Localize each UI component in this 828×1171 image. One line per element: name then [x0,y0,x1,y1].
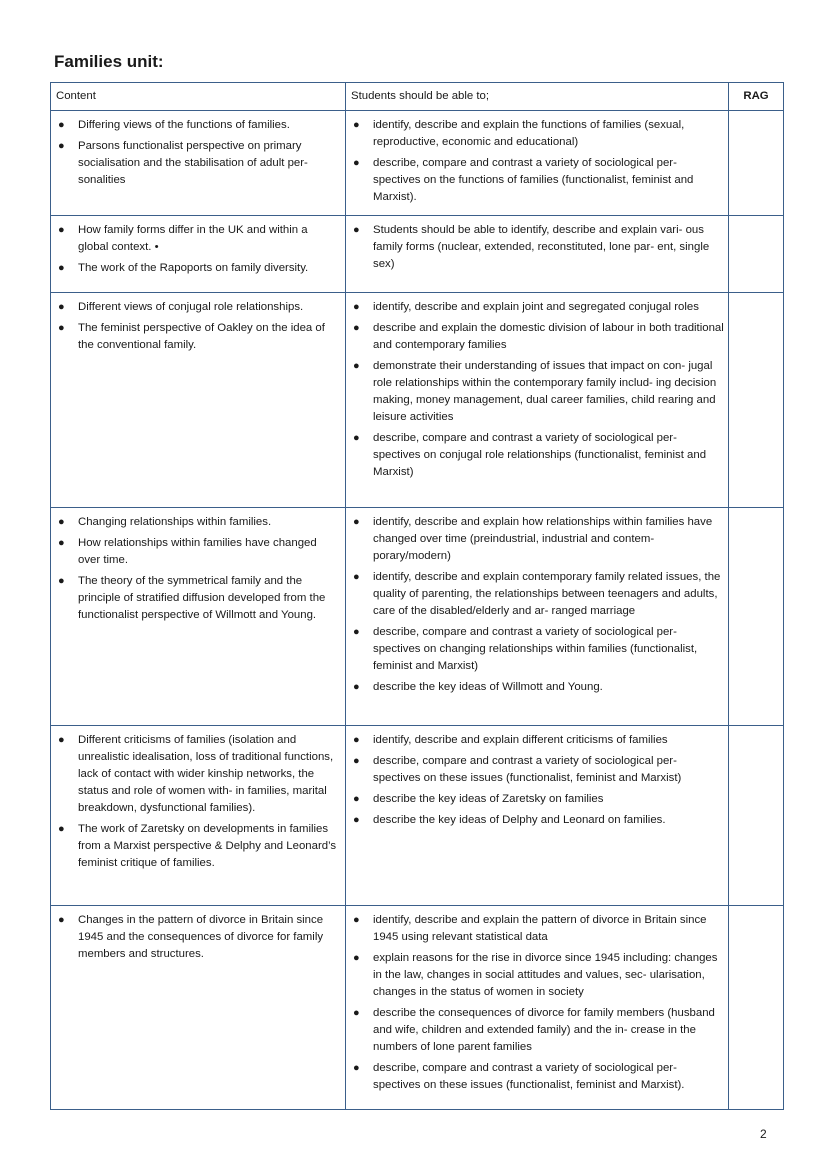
content-cell [51,906,346,1110]
bullet-icon: ● [353,1062,360,1074]
bullet-icon: ● [353,734,360,746]
students-cell [346,216,729,293]
students-bullet-list [350,117,724,206]
list-item-text: describe the consequences of divorce for family members (husband and wife, children and extended family) and the in- crease in the numbers of lone parent families [373,1007,715,1053]
list-item-text: Differing views of the functions of families. [78,119,290,131]
rag-cell[interactable] [729,508,784,726]
content-bullet-list [55,117,341,189]
content-cell [51,293,346,508]
bullet-icon: ● [353,626,360,638]
rag-cell[interactable] [729,216,784,293]
list-item-text: How family forms differ in the UK and within a global context. • [78,224,308,253]
list-item-text: Different criticisms of families (isolation and unrealistic idealisation, loss of traditional functions, lack of contact with wider kinship networks, the status and role of women with- in families, marital breakdown, dysfunctional families). [78,734,334,814]
list-item-text: describe the key ideas of Willmott and Young. [373,681,603,693]
content-bullet-list [55,732,341,872]
content-bullet-list [55,222,341,277]
content-bullet-list [55,514,341,624]
list-item-text: identify, describe and explain different criticisms of families [373,734,668,746]
list-item-text: Different views of conjugal role relationships. [78,301,304,313]
bullet-icon: ● [353,157,360,169]
list-item [350,679,724,696]
bullet-icon: ● [58,140,65,152]
list-item-text: The work of the Rapoports on family diversity. [78,262,309,274]
table-row [51,906,784,1110]
list-item [350,1005,724,1056]
bullet-icon: ● [353,755,360,767]
list-item-text: describe, compare and contrast a variety of sociological per- spectives on conjugal role relationships (functionalist, feminist and Marxist) [373,432,707,478]
list-item [55,912,341,963]
bullet-icon: ● [58,224,65,236]
bullet-icon: ● [353,322,360,334]
list-item-text: The feminist perspective of Oakley on the idea of the conventional family. [78,322,325,351]
list-item-text: describe the key ideas of Zaretsky on families [373,793,604,805]
content-column-header: Content [51,83,346,111]
list-item-text: Parsons functionalist perspective on primary socialisation and the stabilisation of adult per- sonalities [78,140,308,186]
content-cell [51,216,346,293]
bullet-icon: ● [353,793,360,805]
rag-column-header: RAG [729,83,784,111]
content-cell [51,111,346,216]
bullet-icon: ● [353,432,360,444]
table-row [51,216,784,293]
table-header-row [51,83,784,111]
list-item-text: Students should be able to identify, describe and explain vari- ous family forms (nuclear, extended, reconstituted, lone par- ent, single sex) [373,224,710,270]
bullet-icon: ● [58,119,65,131]
bullet-icon: ● [353,914,360,926]
list-item [350,791,724,808]
rag-cell[interactable] [729,111,784,216]
list-item-text: describe, compare and contrast a variety of sociological per- spectives on these issues (functionalist, feminist and Marxist) [373,755,682,784]
bullet-icon: ● [58,734,65,746]
bullet-icon: ● [58,575,65,587]
list-item [55,732,341,817]
list-item [350,155,724,206]
content-cell [51,508,346,726]
students-cell [346,726,729,906]
list-item-text: identify, describe and explain the pattern of divorce in Britain since 1945 using relevant statistical data [373,914,707,943]
list-item-text: identify, describe and explain joint and segregated conjugal roles [373,301,699,313]
list-item [350,624,724,675]
list-item [55,138,341,189]
list-item-text: identify, describe and explain the functions of families (sexual, reproductive, economic and educational) [373,119,685,148]
list-item [55,821,341,872]
list-item-text: identify, describe and explain how relationships within families have changed over time (preindustrial, industrial and contem- porary/modern) [373,516,713,562]
list-item-text: describe, compare and contrast a variety of sociological per- spectives on changing relationships within families (functionalist, feminist and Marxist) [373,626,698,672]
list-item-text: Changing relationships within families. [78,516,272,528]
bullet-icon: ● [58,322,65,334]
list-item [350,812,724,829]
families-unit-table [50,82,784,1110]
list-item [55,299,341,316]
list-item-text: demonstrate their understanding of issues that impact on con- jugal role relationships within the contemporary family includ- ing decision making, money management, dual career families, child rearing and leisure activities [373,360,717,423]
content-bullet-list [55,912,341,963]
students-cell [346,293,729,508]
list-item-text: describe and explain the domestic division of labour in both traditional and contemporary families [373,322,724,351]
list-item [350,358,724,426]
students-bullet-list [350,514,724,696]
students-cell [346,111,729,216]
list-item [350,753,724,787]
list-item-text: How relationships within families have changed over time. [78,537,317,566]
bullet-icon: ● [353,224,360,236]
students-bullet-list [350,912,724,1094]
rag-cell[interactable] [729,293,784,508]
students-bullet-list [350,732,724,829]
students-column-header: Students should be able to; [346,83,729,111]
bullet-icon: ● [353,681,360,693]
list-item [350,732,724,749]
list-item [55,320,341,354]
content-bullet-list [55,299,341,354]
list-item [350,1060,724,1094]
bullet-icon: ● [58,537,65,549]
bullet-icon: ● [58,301,65,313]
list-item [55,260,341,277]
students-bullet-list [350,299,724,481]
list-item-text: describe the key ideas of Delphy and Leonard on families. [373,814,666,826]
bullet-icon: ● [353,301,360,313]
list-item [350,222,724,273]
list-item [350,950,724,1001]
list-item-text: The work of Zaretsky on developments in families from a Marxist perspective & Delphy and Leonard’s feminist critique of families. [78,823,337,869]
list-item-text: describe, compare and contrast a variety of sociological per- spectives on these issues (functionalist, feminist and Marxist). [373,1062,685,1091]
table-row [51,111,784,216]
students-cell [346,906,729,1110]
table-row [51,508,784,726]
students-bullet-list [350,222,724,273]
list-item [350,514,724,565]
list-item [350,430,724,481]
list-item [350,912,724,946]
bullet-icon: ● [353,516,360,528]
list-item [350,569,724,620]
bullet-icon: ● [353,360,360,372]
list-item-text: explain reasons for the rise in divorce since 1945 including: changes in the law, changes in social attitudes and values, sec- ularisation, changes in the status of women in society [373,952,718,998]
bullet-icon: ● [353,814,360,826]
students-cell [346,508,729,726]
bullet-icon: ● [58,262,65,274]
list-item [55,117,341,134]
rag-cell[interactable] [729,726,784,906]
list-item-text: identify, describe and explain contemporary family related issues, the quality of parenting, the relationships between teenagers and adults, care of the disabled/elderly and ar- ranged marriage [373,571,721,617]
page-title: Families unit: [54,52,164,71]
bullet-icon: ● [58,516,65,528]
rag-cell[interactable] [729,906,784,1110]
bullet-icon: ● [353,119,360,131]
page-number: 2 [760,1127,767,1141]
table-row [51,293,784,508]
table-row [51,726,784,906]
bullet-icon: ● [353,571,360,583]
list-item [55,222,341,256]
list-item [55,573,341,624]
list-item [350,320,724,354]
bullet-icon: ● [58,914,65,926]
list-item [350,117,724,151]
bullet-icon: ● [353,1007,360,1019]
bullet-icon: ● [353,952,360,964]
list-item [350,299,724,316]
list-item [55,514,341,531]
bullet-icon: ● [58,823,65,835]
list-item-text: The theory of the symmetrical family and the principle of stratified diffusion developed from the functionalist perspective of Willmott and Young. [78,575,326,621]
list-item-text: describe, compare and contrast a variety of sociological per- spectives on the functions of families (functionalist, feminist and Marxist). [373,157,694,203]
list-item-text: Changes in the pattern of divorce in Britain since 1945 and the consequences of divorce for family members and structures. [78,914,324,960]
content-cell [51,726,346,906]
list-item [55,535,341,569]
